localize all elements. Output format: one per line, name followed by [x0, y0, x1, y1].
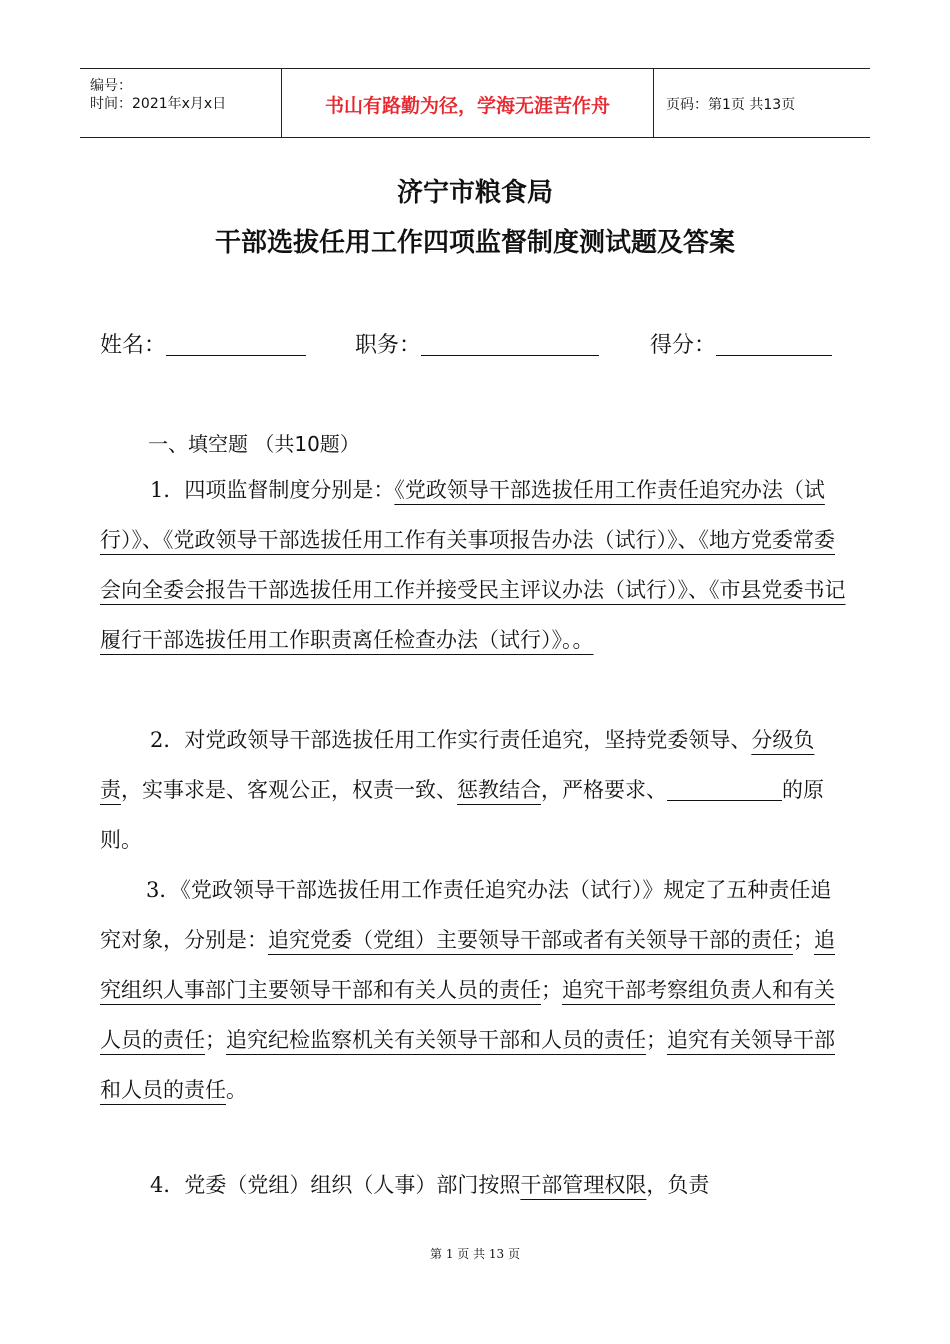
- name-blank[interactable]: [166, 331, 306, 356]
- q3-number: 3．: [146, 878, 181, 902]
- q3-sep-1: ；: [793, 928, 814, 952]
- header-meta-cell: [80, 69, 282, 137]
- q3-end: 。: [226, 1078, 247, 1102]
- document-header: [80, 68, 870, 138]
- q2-answer-1: 分级负责: [100, 728, 815, 802]
- date-label: 时间：2021年x月x日: [90, 96, 227, 112]
- motto: 书山有路勤为径，学海无涯苦作舟: [324, 95, 610, 117]
- question-2: [100, 715, 850, 865]
- q3-sep-2: ；: [541, 978, 562, 1002]
- position-blank[interactable]: [421, 331, 599, 356]
- number-label: 编号：: [90, 78, 132, 94]
- header-motto-cell: [282, 69, 654, 137]
- question-3: [100, 865, 850, 1115]
- q3-answer-3: 追究干部考察组负责人和有关人员的责任: [100, 978, 835, 1052]
- q2-text-2: ，实事求是、客观公正，权责一致、: [121, 778, 457, 802]
- score-field: [650, 328, 832, 359]
- q3-answer-2: 追究组织人事部门主要领导干部和有关人员的责任: [100, 928, 835, 1002]
- score-blank[interactable]: [716, 331, 832, 356]
- q3-answer-5: 追究有关领导干部和人员的责任: [100, 1028, 835, 1102]
- q2-text-4: 的原则。: [100, 778, 824, 852]
- q3-answer-1: 追究党委（党组）主要领导干部或者有关领导干部的责任: [268, 928, 793, 952]
- q2-text-3: ，严格要求、: [541, 778, 667, 802]
- q4-text-2: ，负责: [646, 1173, 710, 1197]
- q4-number: 4．: [150, 1173, 185, 1197]
- page-footer: 第 1 页 共 13 页: [430, 1247, 520, 1261]
- q1-number: 1．: [150, 478, 185, 502]
- q3-answer-4: 追究纪检监察机关有关领导干部和人员的责任: [226, 1028, 646, 1052]
- q4-answer-1: 干部管理权限: [520, 1173, 647, 1197]
- score-label: 得分：: [650, 333, 717, 358]
- position-label: 职务：: [355, 333, 422, 358]
- q3-text: 《党政领导干部选拔任用工作责任追究办法（试行）》规定了五种责任追究对象，分别是：: [100, 878, 832, 952]
- q1-answer: 《党政领导干部选拔任用工作责任追究办法（试行）》、《党政领导干部选拔任用工作有关事项报告办法（试行）》、《地方党委常委会向全委会报告干部选拔任用工作并接受民主评议办法（试行）》、《市县党委书记履行干部选拔任用工作职责离任检查办法（试行）》。。: [100, 478, 846, 652]
- q3-sep-4: ；: [646, 1028, 667, 1052]
- q4-text-1: 党委（党组）组织（人事）部门按照: [184, 1173, 521, 1197]
- page-info: 页码：第1页 共13页: [666, 97, 796, 113]
- document-title-line1: 济宁市粮食局: [396, 178, 553, 208]
- q3-sep-3: ；: [205, 1028, 226, 1052]
- question-1: [100, 465, 850, 665]
- q2-text-1: 对党政领导干部选拔任用工作实行责任追究，坚持党委领导、: [184, 728, 752, 752]
- q2-answer-2: 惩教结合: [457, 778, 541, 802]
- q2-blank[interactable]: [667, 778, 782, 801]
- q2-number: 2．: [150, 728, 185, 752]
- section-heading: 一、填空题 （共10题）: [148, 432, 360, 456]
- position-field: [355, 328, 599, 359]
- name-label: 姓名：: [100, 333, 167, 358]
- q1-text: 四项监督制度分别是：: [184, 478, 395, 502]
- name-field: [100, 328, 306, 359]
- document-title-line2: 干部选拔任用工作四项监督制度测试题及答案: [214, 228, 735, 258]
- question-4: [100, 1160, 850, 1210]
- header-page-cell: [654, 69, 870, 137]
